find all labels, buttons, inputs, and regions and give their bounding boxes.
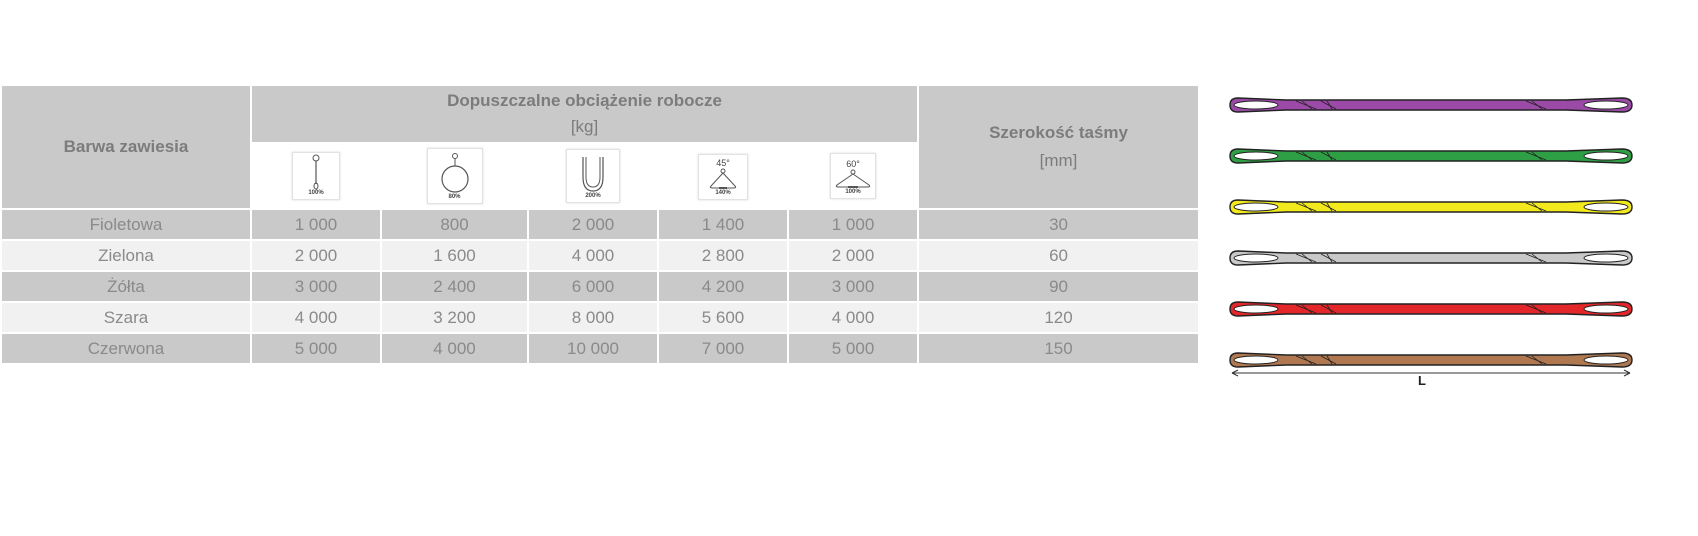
row-load: 2 400 [381,271,528,302]
config-percent: 140% [715,189,731,196]
straight-lift-icon [292,152,340,200]
header-width [918,85,1199,209]
config-angle: 60° [846,159,860,169]
sling-illustrations [1226,86,1636,386]
sling-red [1230,302,1632,316]
row-color: Szara [1,302,251,333]
config-percent: 80% [448,194,461,200]
row-load: 7 000 [658,333,788,364]
config-percent: 200% [585,193,601,199]
config-percent: 100% [308,190,324,196]
table-row [1,209,1199,240]
row-load: 4 000 [528,240,658,271]
row-load: 3 000 [788,271,918,302]
two-leg-45-icon [698,154,748,200]
row-color: Fioletowa [1,209,251,240]
row-load: 2 000 [251,240,381,271]
header-width-unit: [mm] [1039,151,1078,170]
config-choke [381,143,528,209]
choke-lift-icon [427,148,483,204]
row-load: 1 600 [381,240,528,271]
header-color: Barwa zawiesia [1,85,251,209]
row-load: 5 600 [658,302,788,333]
row-load: 2 000 [788,240,918,271]
header-load-label: Dopuszczalne obciążenie robocze [447,91,722,110]
row-load: 1 000 [788,209,918,240]
header-load [251,85,918,143]
sling-purple [1230,98,1632,112]
slings-drawing [1226,86,1636,386]
sling-brown [1230,353,1632,367]
row-width: 60 [918,240,1199,271]
row-load: 10 000 [528,333,658,364]
sling-grey [1230,251,1632,265]
config-60 [788,143,918,209]
row-load: 2 800 [658,240,788,271]
length-label: L [1418,373,1426,386]
row-width: 90 [918,271,1199,302]
row-load: 8 000 [528,302,658,333]
config-angle: 45° [716,157,730,168]
row-load: 5 000 [788,333,918,364]
config-percent: 100% [845,189,861,195]
row-load: 4 000 [251,302,381,333]
table-row [1,302,1199,333]
row-color: Czerwona [1,333,251,364]
header-width-label: Szerokość taśmy [989,123,1128,142]
row-width: 120 [918,302,1199,333]
row-color: Zielona [1,240,251,271]
load-table [0,84,1200,365]
table-row [1,333,1199,364]
two-leg-60-icon [830,153,876,199]
table-row [1,271,1199,302]
table-row [1,240,1199,271]
row-load: 6 000 [528,271,658,302]
sling-green [1230,149,1632,163]
config-straight [251,143,381,209]
config-basket [528,143,658,209]
row-color: Żółta [1,271,251,302]
config-45 [658,143,788,209]
row-load: 4 000 [381,333,528,364]
sling-yellow [1230,200,1632,214]
row-load: 3 200 [381,302,528,333]
row-load: 3 000 [251,271,381,302]
row-load: 4 000 [788,302,918,333]
basket-lift-icon [566,149,620,203]
row-load: 2 000 [528,209,658,240]
row-load: 800 [381,209,528,240]
length-dimension [1232,370,1630,386]
row-width: 150 [918,333,1199,364]
header-load-unit: [kg] [570,117,599,136]
row-load: 5 000 [251,333,381,364]
row-load: 1 000 [251,209,381,240]
row-width: 30 [918,209,1199,240]
row-load: 4 200 [658,271,788,302]
row-load: 1 400 [658,209,788,240]
